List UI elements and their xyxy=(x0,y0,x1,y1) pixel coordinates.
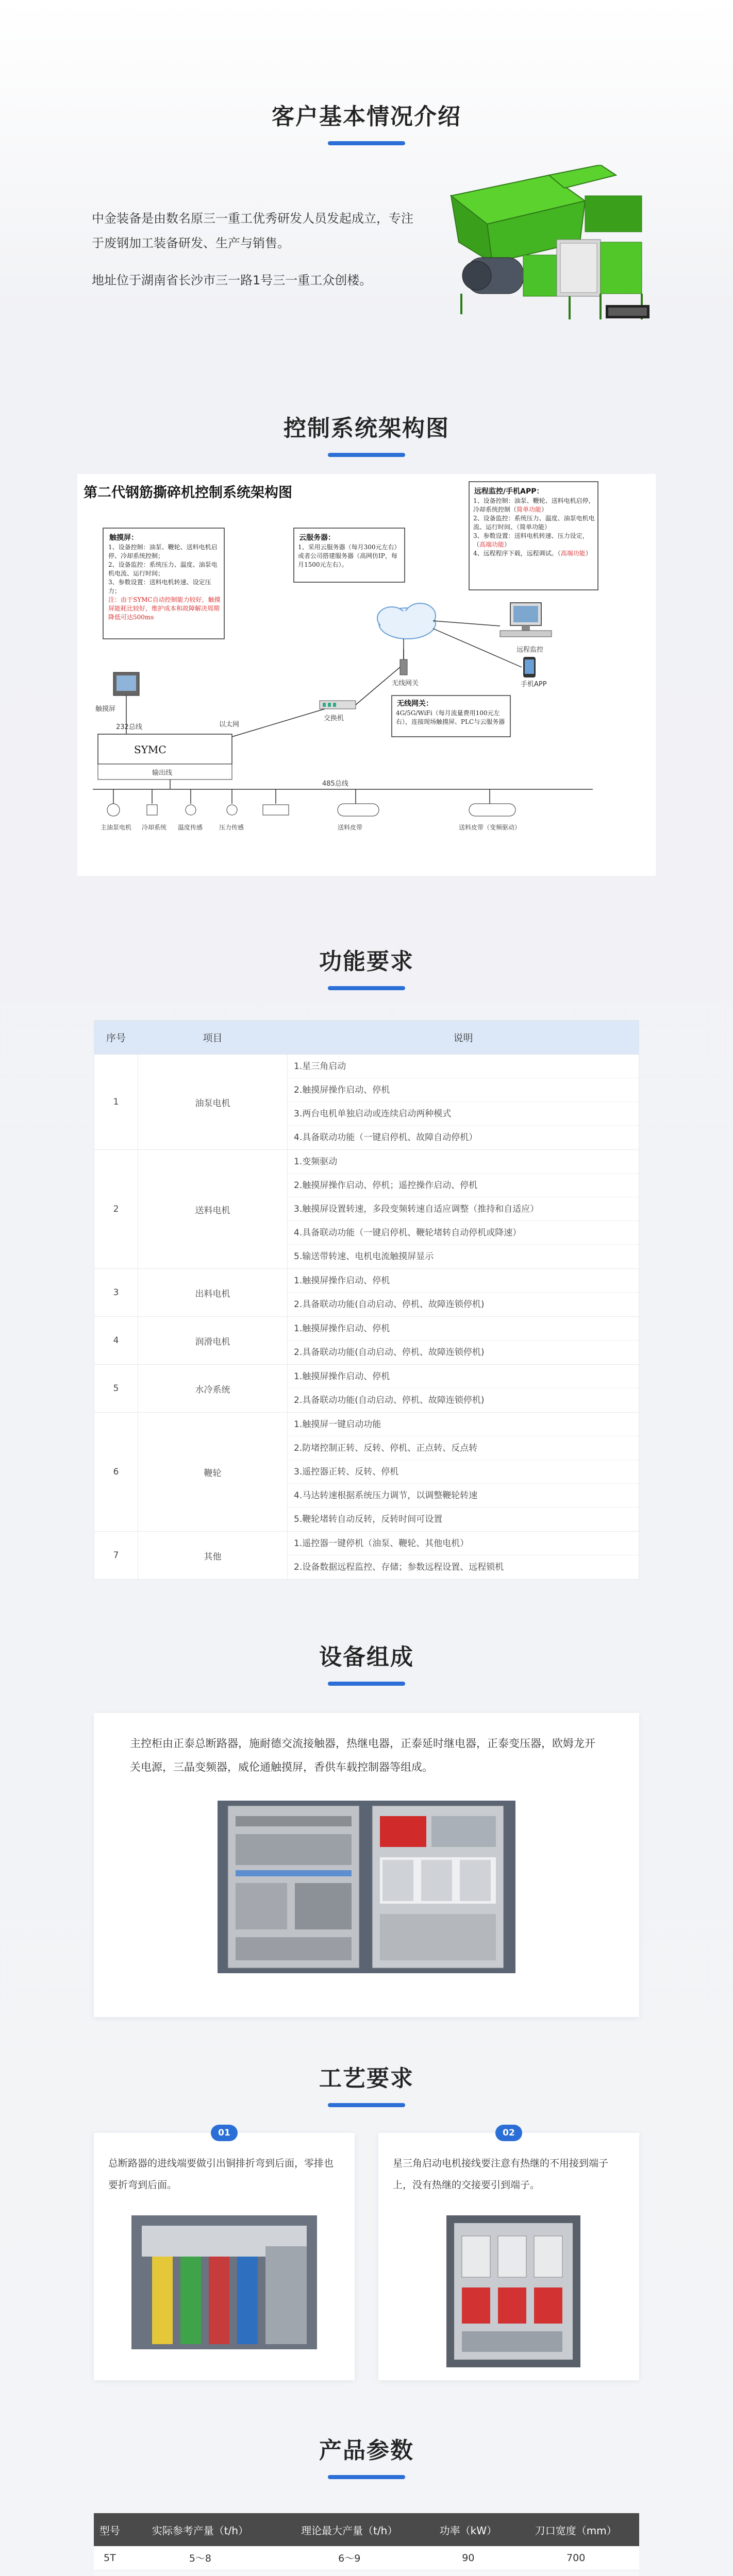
gateway-icon xyxy=(400,649,407,675)
title-underline xyxy=(328,1682,405,1686)
table-row xyxy=(94,1150,639,1269)
desc-line: 1.触摸屏操作启动、停机 xyxy=(288,1269,639,1293)
intro-text xyxy=(92,206,422,305)
process-card-2 xyxy=(378,2128,639,2380)
desc-line: 1.触摸屏一键启动功能 xyxy=(288,1413,639,1436)
gateway-heading: 无线网关： xyxy=(397,700,433,708)
hmi-icon xyxy=(113,672,139,696)
row-item: 出料电机 xyxy=(138,1269,288,1317)
row-no: 4 xyxy=(94,1317,138,1365)
switch-label: 交换机 xyxy=(324,715,344,722)
cell: 5T xyxy=(94,2546,126,2570)
app-red-tag: 高端功能 xyxy=(479,541,505,548)
desc-line: 4.具备联动功能（一键启停机、鞭轮堵转自动停机或降速） xyxy=(288,1221,639,1245)
row-no: 1 xyxy=(94,1055,138,1150)
app-info-box: 远程监控/手机APP： 1、设备控制：油泵、鞭轮、送料电机启停，冷却系统控制（简单功能） 2、设备监控：系统压力、温度、油泵电机电流、运行时间、（简单功能） 3、参数设置：送料电机转速、压力设定，（高端功能） 4、远程程序下载，远程调试。（高端功能） xyxy=(469,482,598,590)
row-desc xyxy=(288,1413,639,1532)
row-desc xyxy=(288,1269,639,1317)
col-header: 刀口宽度（mm） xyxy=(512,2513,639,2546)
cell: 5～8 xyxy=(126,2546,275,2570)
process-card-1 xyxy=(94,2128,355,2380)
switch-icon xyxy=(320,701,356,709)
params-table xyxy=(94,2513,639,2576)
title-underline xyxy=(328,453,405,457)
desc-line: 2.具备联动功能(自动启动、停机、故障连锁停机) xyxy=(294,1347,485,1358)
params-title-text: 产品参数 xyxy=(319,2437,414,2464)
cell xyxy=(512,2570,639,2576)
desc-line: 2.具备联动功能(自动启动、停机、故障连锁停机) xyxy=(294,1395,485,1405)
row-desc xyxy=(288,1365,639,1413)
row-no: 6 xyxy=(94,1413,138,1532)
row-item: 油泵电机 xyxy=(138,1055,288,1150)
architecture-diagram xyxy=(77,474,656,876)
phone-icon xyxy=(523,657,536,677)
desc-line: 2.设备数据远程监控、存储；参数远程设置、远程锁机 xyxy=(294,1562,504,1572)
col-header: 项目 xyxy=(138,1021,288,1055)
touchscreen-info-box xyxy=(103,528,224,639)
cloud-line: 1、采用云服务器（每月300元左右） xyxy=(298,544,401,551)
row-item: 润滑电机 xyxy=(138,1317,288,1365)
desc-line: 1.星三角启动 xyxy=(288,1055,639,1078)
io-label: 输出线 xyxy=(152,769,173,777)
row-desc xyxy=(288,1317,639,1365)
bus485-label: 485总线 xyxy=(322,780,348,788)
desc-line: 1.遥控器一键停机（油泵、鞭轮、其他电机） xyxy=(288,1532,639,1555)
params-title xyxy=(0,2432,733,2479)
title-underline xyxy=(328,2103,405,2107)
col-header: 型号 xyxy=(94,2513,126,2546)
title-underline xyxy=(328,141,405,145)
ethernet-label: 以太网 xyxy=(219,721,240,728)
app-red-tag: 高端功能 xyxy=(560,550,586,557)
cell xyxy=(275,2570,424,2576)
pc-label: 远程监控 xyxy=(517,646,544,654)
table-row xyxy=(94,1055,639,1150)
device-label: 送料皮带 xyxy=(338,824,363,831)
intro-paragraph: 中金装备是由数名原三一重工优秀研发人员发起成立，专注于废钢加工装备研发、生产与销售。 xyxy=(92,211,413,250)
table-row xyxy=(94,2546,639,2570)
composition-title xyxy=(0,1638,733,1686)
composition-text: 主控柜由正泰总断路器，施耐德交流接触器，热继电器，正泰延时继电器，正泰变压器，欧姆龙开关电源，三晶变频器，威伦通触摸屏，香供车载控制器等组成。 xyxy=(130,1737,595,1773)
rs232-label: 232总线 xyxy=(116,723,142,731)
table-row xyxy=(94,1269,639,1317)
desc-line: 5.输送带转速、电机电流触摸屏显示 xyxy=(294,1251,434,1262)
col-header: 序号 xyxy=(94,1021,138,1055)
row-no: 3 xyxy=(94,1269,138,1317)
cell: 90 xyxy=(424,2546,512,2570)
desc-line: 4.马达转速根据系统压力调节，以调整鞭轮转速 xyxy=(288,1484,639,1507)
desc-line: 3.触摸屏设置转速，多段变频转速自适应调整（推持和自适应） xyxy=(288,1197,639,1221)
desc-line: 1.触摸屏操作启动、停机 xyxy=(288,1317,639,1341)
cell xyxy=(424,2570,512,2576)
row-desc xyxy=(288,1055,639,1150)
cell: 700 xyxy=(512,2546,639,2570)
device-icons xyxy=(107,804,515,816)
function-table xyxy=(94,1020,639,1580)
pc-icon xyxy=(500,603,552,637)
row-item: 鞭轮 xyxy=(138,1413,288,1532)
step-badge: 02 xyxy=(495,2125,522,2141)
desc-line: 1.变频驱动 xyxy=(288,1150,639,1174)
desc-line: 2.具备联动功能(自动启动、停机、故障连锁停机) xyxy=(294,1299,485,1310)
process-title xyxy=(0,2060,733,2107)
busbar-photo xyxy=(131,2215,317,2349)
desc-line: 5.鞭轮堵转自动反转，反转时间可设置 xyxy=(294,1514,443,1524)
cloud-line: 或者公司搭建服务器（高网仿IP，每月1500元左右）。 xyxy=(298,552,397,568)
cloud-heading: 云服务器： xyxy=(299,534,335,542)
touch-note: 注：由于SYMC自动控制能力较好，触摸屏能耗比较好，维护成本和故障解决周期降低可达500ms xyxy=(108,596,221,621)
table-row xyxy=(94,1532,639,1580)
desc-line: 2.触摸屏操作启动、停机；遥控操作启动、停机 xyxy=(288,1174,639,1197)
gateway-line: 4G/5G/WiFi（每月流量费用100元左右），连接现场触摸屏、PLC与云服务器 xyxy=(396,709,505,725)
desc-line: 3.遥控器正转、反转、停机 xyxy=(288,1460,639,1484)
app-heading: 远程监控/手机APP： xyxy=(474,487,544,496)
gateway-label: 无线网关 xyxy=(392,680,419,687)
shredder-machine-image xyxy=(430,165,649,330)
gateway-info-box xyxy=(392,696,510,737)
col-header: 说明 xyxy=(288,1021,639,1055)
star-delta-wiring-photo xyxy=(446,2215,580,2367)
app-line: 3、参数设置：送料电机转速、压力设定， xyxy=(473,532,589,539)
col-header: 功率（kW） xyxy=(424,2513,512,2546)
app-line: 1、设备控制：油泵、鞭轮、送料电机启停，冷却系统控制（ xyxy=(473,497,595,513)
architecture-title xyxy=(0,410,733,457)
step-badge: 01 xyxy=(211,2125,238,2141)
row-desc xyxy=(288,1532,639,1580)
function-title-text: 功能要求 xyxy=(319,948,414,975)
row-item: 水冷系统 xyxy=(138,1365,288,1413)
function-table-wrap xyxy=(94,1020,639,1580)
cell: 6～9 xyxy=(275,2546,424,2570)
params-table-wrap xyxy=(94,2513,639,2576)
diagram-title: 第二代钢筋撕碎机控制系统架构图 xyxy=(84,485,292,501)
row-no: 2 xyxy=(94,1150,138,1269)
plc-label: SYMC xyxy=(134,743,166,756)
cell xyxy=(94,2570,126,2576)
app-line: 4、远程程序下载，远程调试。 xyxy=(473,550,558,557)
device-label: 送料皮带（变频驱动） xyxy=(459,824,521,831)
table-row xyxy=(94,1365,639,1413)
intro-title-text: 客户基本情况介绍 xyxy=(272,104,461,130)
title-underline xyxy=(328,2475,405,2479)
desc-line: 3.两台电机单独启动或连续启动两种模式 xyxy=(288,1102,639,1126)
table-row xyxy=(94,1413,639,1532)
desc-line: 1.触摸屏操作启动、停机 xyxy=(288,1365,639,1388)
col-header: 理论最大产量（t/h） xyxy=(275,2513,424,2546)
touch-line: 2、设备监控：系统压力、温度、油泵电机电流、运行时间； xyxy=(108,561,218,577)
device-label: 压力传感 xyxy=(219,824,244,831)
intro-paragraph: 地址位于湖南省长沙市三一路1号三一重工众创楼。 xyxy=(92,273,372,287)
composition-card xyxy=(94,1713,639,2017)
title-underline xyxy=(328,986,405,990)
process-text: 星三角启动电机接线要注意有热继的不用接到端子上，没有热继的交接要引到端子。 xyxy=(393,2158,609,2191)
control-cabinet-photo xyxy=(218,1801,515,1973)
intro-title xyxy=(0,98,733,145)
touch-line: 1、设备控制：油泵、鞭轮、送料电机启停、冷却系统控制； xyxy=(108,544,218,560)
process-text: 总断路器的进线端要做引出铜排折弯到后面，零排也要折弯到后面。 xyxy=(108,2158,334,2191)
desc-line: 2.防堵控制正转、反转、停机、正点转、反点转 xyxy=(288,1436,639,1460)
app-red-tag: 简单功能 xyxy=(517,506,542,513)
cloud-info-box xyxy=(294,528,405,582)
process-title-text: 工艺要求 xyxy=(319,2065,414,2092)
device-label: 温度传感 xyxy=(178,824,203,831)
table-row xyxy=(94,1317,639,1365)
app-line: 2、设备监控：系统压力、温度、油泵电机电流、运行时间、（简单功能） xyxy=(473,515,595,531)
desc-line: 4.具备联动功能（一键启停机、故障自动停机） xyxy=(294,1132,478,1143)
row-no: 7 xyxy=(94,1532,138,1580)
touch-line: 3、参数设置：送料电机转速、设定压力； xyxy=(108,579,211,595)
row-item: 其他 xyxy=(138,1532,288,1580)
phone-label: 手机APP xyxy=(521,681,547,688)
architecture-title-text: 控制系统架构图 xyxy=(284,415,449,442)
composition-title-text: 设备组成 xyxy=(319,1644,414,1670)
function-title xyxy=(0,943,733,990)
row-no: 5 xyxy=(94,1365,138,1413)
cell xyxy=(126,2570,275,2576)
row-item: 送料电机 xyxy=(138,1150,288,1269)
cloud-icon xyxy=(377,603,436,639)
table-row xyxy=(94,2570,639,2576)
col-header: 实际参考产量（t/h） xyxy=(126,2513,275,2546)
row-desc xyxy=(288,1150,639,1269)
device-label: 冷却系统 xyxy=(142,824,167,831)
desc-line: 2.触摸屏操作启动、停机 xyxy=(288,1078,639,1102)
touch-heading: 触摸屏： xyxy=(109,534,138,542)
hmi-label: 触摸屏 xyxy=(95,705,116,713)
device-label: 主油泵电机 xyxy=(101,824,132,831)
